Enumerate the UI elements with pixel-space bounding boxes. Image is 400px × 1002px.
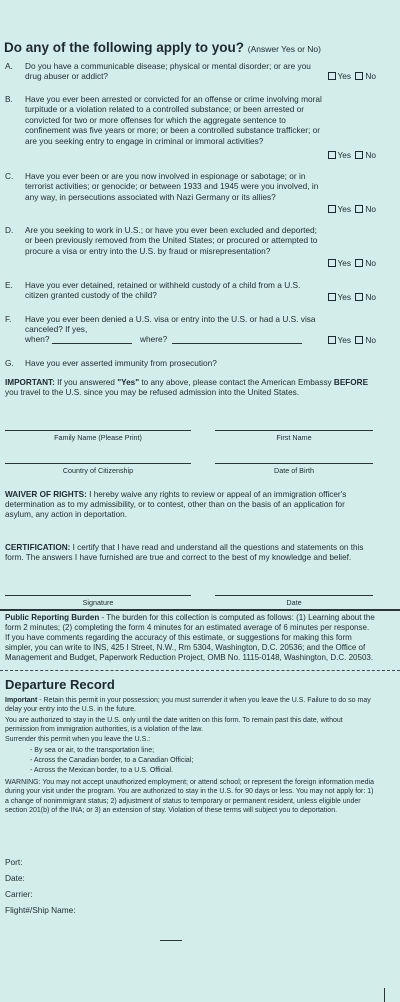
yes-checkbox[interactable] [328,72,336,80]
signature-label: Signature [82,598,114,607]
question-text: Have you ever been or are you now involved in espionage or sabotage; or in terrorist activities; or genocide; or between 1933 and 1945 were you involved, in any way, in persecutions associated with Nazi Germany or its allies? [25,171,319,202]
edge-mark [160,940,182,941]
no-checkbox[interactable] [355,151,363,159]
family-name-label: Family Name (Please Print) [54,433,142,442]
question-letter: F. [5,314,12,324]
yes-checkbox[interactable] [328,336,336,344]
departure-authorization: You are authorized to stay in the U.S. only until the date written on this form. To remain past this date, without permission from immigration authorities, is a violation of the law. [5,717,343,734]
dob-field[interactable] [215,463,373,464]
no-checkbox[interactable] [355,336,363,344]
country-field[interactable] [5,463,191,464]
first-name-label: First Name [276,433,312,442]
answer-a: Yes No [326,71,376,81]
section-divider [0,609,400,611]
surrender-canada: - Across the Canadian border, to a Canadian Official; [30,757,194,764]
yes-checkbox[interactable] [328,151,336,159]
question-f [5,314,395,336]
question-letter: A. [5,61,13,71]
question-text: Have you ever been arrested or convicted for an offense or crime involving moral turpitude or a violation related to a controlled substance; or been arrested or convicted for two or more offenses for which the aggregate sentence to confinement was five years or more; or been a controlled substance trafficker; or are you seeking entry to engage in criminal or immoral activities? [25,94,322,146]
waiver-of-rights: WAIVER OF RIGHTS: I hereby waive any rights to review or appeal of an immigration officer's determination as to my admissibility, or to contest, other than on the basis of an application for asylum, any action in deportation. [5,490,347,520]
where-field[interactable] [172,343,302,344]
where-label: where? [140,334,168,344]
departure-date-label: Date: [5,873,25,883]
answer-c: Yes No [326,204,376,214]
country-label: Country of Citizenship [62,466,134,475]
surrender-mexico: - Across the Mexican border, to a U.S. Official. [30,767,174,774]
no-checkbox[interactable] [355,259,363,267]
edge-mark [384,988,385,1002]
public-reporting-burden: Public Reporting Burden - The burden for this collection is computed as follows: (1) Learning about the form 2 minutes; (2) completing the form 4 minutes for an estimated average of 6 minutes per response. If you have comments regarding the accuracy of this estimate, or suggestions for making this form simpler, you can write to INS, 425 I Street, N.W., Rm 5304, Washington, D.C. 20536; and the Office of Management and Budget, Paperwork Reduction Project, OMB No. 1115-0148, Washington, D.C. 20503. [5,613,375,662]
port-label: Port: [5,857,23,867]
yes-checkbox[interactable] [328,293,336,301]
departure-important: Important - Retain this permit in your possession; you must surrender it when you leave the U.S. Failure to do so may delay your entry into the U.S. in the future. [5,697,371,714]
question-letter: B. [5,94,13,104]
answer-d: Yes No [326,258,376,268]
question-letter: D. [5,225,14,235]
yes-checkbox[interactable] [328,259,336,267]
date-label: Date [286,598,302,607]
date-field[interactable] [215,595,373,596]
no-checkbox[interactable] [355,293,363,301]
question-letter: E. [5,280,13,290]
answer-f: Yes No [326,335,376,345]
answer-e: Yes No [326,292,376,302]
question-text: Do you have a communicable disease; physical or mental disorder; or are you drug abuser or addict? [25,61,311,82]
heading-note: (Answer Yes or No) [247,44,321,54]
question-letter: C. [5,171,14,181]
certification: CERTIFICATION: I certify that I have read and understand all the questions and statements on this form. The answers I have furnished are true and correct to the best of my knowledge and belief. [5,543,364,563]
question-text: Have you ever asserted immunity from prosecution? [25,358,217,368]
carrier-label: Carrier: [5,889,33,899]
question-b [5,94,395,156]
surrender-sea-air: - By sea or air, to the transportation line; [30,747,155,754]
no-checkbox[interactable] [355,72,363,80]
question-g [5,358,395,370]
yes-checkbox[interactable] [328,205,336,213]
departure-warning: WARNING: You may not accept unauthorized employment; or attend school; or represent the foreign information media during your visit under the program. You are authorized to stay in the U.S. for 90 days or less. You may not apply for: 1) a change of nonimmigrant status; 2) adjustment of status to temporary or permanent resident, unless eligible under section 201(b) of the INA; or 3) an extension of stay. Violation of these terms will subject you to deportation. [5,779,374,814]
question-text: Have you ever detained, retained or withheld custody of a child from a U.S. citizen granted custody of the child? [25,280,301,301]
answer-b: Yes No [326,150,376,160]
tear-line [0,670,400,671]
family-name-field[interactable] [5,430,191,431]
when-field[interactable] [52,343,132,344]
question-text: Have you ever been denied a U.S. visa or entry into the U.S. or had a U.S. visa canceled? If yes, [25,314,316,335]
departure-record-title: Departure Record [5,677,115,692]
question-text: Are you seeking to work in U.S.; or have you ever been excluded and deported; or been previously removed from the United States; or procured or attempted to procure a visa or entry into the U.S. by fraud or misrepresentation? [25,225,318,256]
important-notice: IMPORTANT: If you answered "Yes" to any above, please contact the American Embassy BEFORE you travel to the U.S. since you may be refused admission into the United States. [5,378,369,398]
departure-surrender: Surrender this permit when you leave the U.S.: [5,736,151,743]
flight-ship-label: Flight#/Ship Name: [5,905,76,915]
signature-field[interactable] [5,595,191,596]
heading-title: Do any of the following apply to you? [4,40,244,55]
dob-label: Date of Birth [274,466,314,475]
when-label: when? [25,334,50,344]
question-letter: G. [5,358,14,368]
first-name-field[interactable] [215,430,373,431]
no-checkbox[interactable] [355,205,363,213]
section-heading [4,40,396,55]
